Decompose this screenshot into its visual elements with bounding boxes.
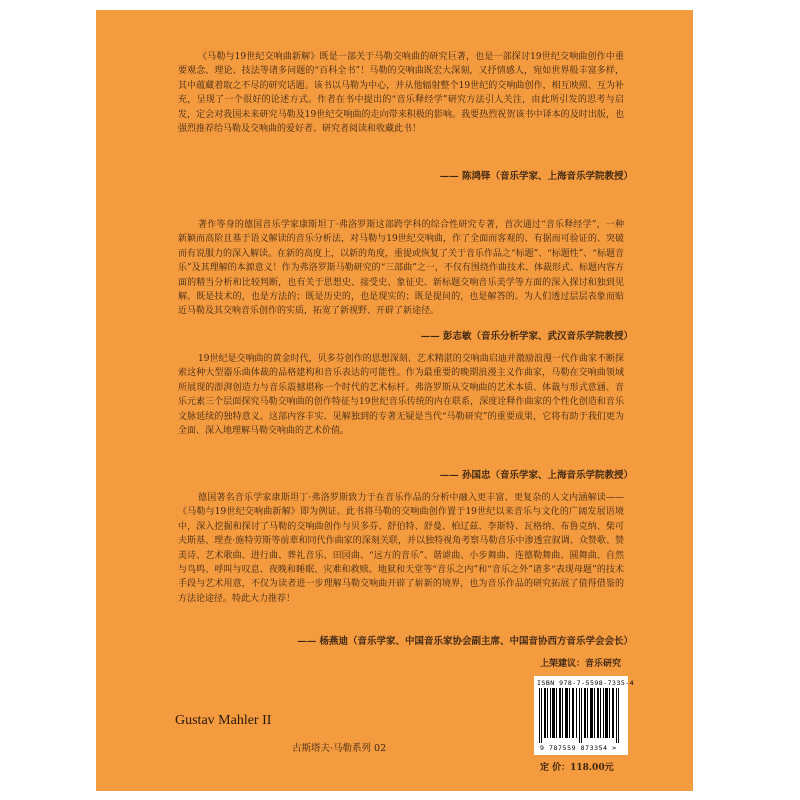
review-text: 《马勒与19世纪交响曲新解》既是一部关于马勒交响曲的研究巨著，也是一部探讨19世纪交响曲创作中重要观念、理论、技法等诸多问题的“百科全书”！马勒的交响曲既宏大深刻，又抒情感人，宛如世界般丰富多样，其中蕴藏着取之不尽的研究话题。该书以马勒为中心，并从他辐射整个19世纪的交响曲创作，相互映照、互为补充，呈现了一个很好的论述方式。作者在书中提出的“音乐释经学”研究方法引人关注，由此所引发的思考与启发，定会对我国未来研究马勒及19世纪交响曲的走向带来积极的影响。我要热烈祝贺该书中译本的及时出版，也强烈推荐给马勒及交响曲的爱好者、研究者阅读和收藏此书！ [178,52,624,135]
isbn-number: ISBN 978-7-5598-7335-4 [537,679,635,687]
review-signature: —— 陈鸿铎（音乐学家、上海音乐学院教授） [439,171,633,182]
review-text: 19世纪是交响曲的黄金时代，贝多芬创作的思想深刻、艺术精湛的交响曲启迪并激励浪漫一代作曲家不断探索这种大型器乐曲体裁的品格建构和音乐表达的可能性。作为最重要的晚期浪漫主义作曲家，马勒在交响曲领域所展现的澎湃创造力与音乐震撼堪称一个时代的艺术标杆。弗洛罗斯从交响曲的艺术本质、体裁与形式意涵、音乐元素三个层面探究马勒交响曲的创作特征与19世纪音乐传统的内在联系，深度诠释作曲家的个性化创造和音乐文脉延续的独特意义。这部内容丰实、见解独到的专著无疑是当代“马勒研究”的重要成果，它将有助于我们更为全面、深入地理解马勒交响曲的艺术价值。 [178,354,624,437]
review-block [178,218,624,319]
review-signature: —— 孙国忠（音乐学家、上海音乐学院教授） [439,470,633,481]
series-title-chinese: 古斯塔夫·马勒系列 02 [292,743,387,754]
review-text: 德国著名音乐学家康斯坦丁·弗洛罗斯致力于在音乐作品的分析中融入更丰富、更复杂的人文内涵解读——《马勒与19世纪交响曲新解》即为例证。此书将马勒的交响曲创作置于19世纪以来音乐与文化的广阔发展语境中，深入挖掘和探讨了马勒的交响曲创作与贝多芬、舒伯特、舒曼、柏辽兹、李斯特、瓦格纳、布鲁克纳、柴可夫斯基、理查·施特劳斯等前辈和同代作曲家的深刻关联，并以独特视角考察马勒音乐中渗透宣叙调、众赞歌、赞美诗、艺术歌曲、进行曲、葬礼音乐、田园曲、“远方的音乐”、谐谑曲、小步舞曲、连德勒舞曲、圆舞曲、自然与鸟鸣、呼叫与叹息、夜晚和睡眠、灾难和救赎、地狱和天堂等“音乐之内”和“音乐之外”诸多“表现母题”的技术手段与艺术用意，不仅为读者进一步理解马勒交响曲开辟了崭新的境界，也为音乐作品的研究拓展了值得借鉴的方法论途径。特此大力推荐！ [178,493,624,604]
review-text: 著作等身的德国音乐学家康斯坦丁·弗洛罗斯这部跨学科的综合性研究专著，首次通过“音乐释经学”，一种新颖而高阶且基于语义解读的音乐分析法，对马勒与19世纪交响曲，作了全面而客观的、有据而可验证的、突破而有说服力的深入解读。在新的高度上，以新的角度，重提或恢复了关于音乐作品之“标题”、“标题性”、“标题音乐”及其理解的本源意义！作为弗洛罗斯马勒研究的“三部曲”之一，不仅有围绕作曲技术、体裁形式、标题内容方面的精当分析和比较判断，也有关于思想史、接受史、象征史、新标题交响音乐美学等方面的深入探讨和独到见解。既是技术的，也是方法的；既是历史的，也是现实的；既是提问的，也是解答的。为人们透过层层表象而贴近马勒及其交响音乐创作的实质，拓宽了新视野、开辟了新途径。 [178,220,625,317]
barcode [534,676,635,755]
barcode-digits: 9 787559 873354 > [540,744,617,752]
barcode-bars [539,688,623,743]
price-label: 定 价：118.00元 [540,763,614,773]
review-block [178,491,624,606]
review-signature: —— 彭志敏（音乐分析学家、武汉音乐学院教授） [420,331,633,342]
review-block [178,352,624,438]
series-title-english: Gustav Mahler II [175,713,272,728]
review-block [178,50,624,136]
back-cover [96,10,693,791]
review-signature: —— 杨燕迪（音乐学家、中国音乐家协会副主席、中国音协西方音乐学会会长） [297,636,633,647]
shelf-category: 上架建议：音乐研究 [540,659,622,669]
